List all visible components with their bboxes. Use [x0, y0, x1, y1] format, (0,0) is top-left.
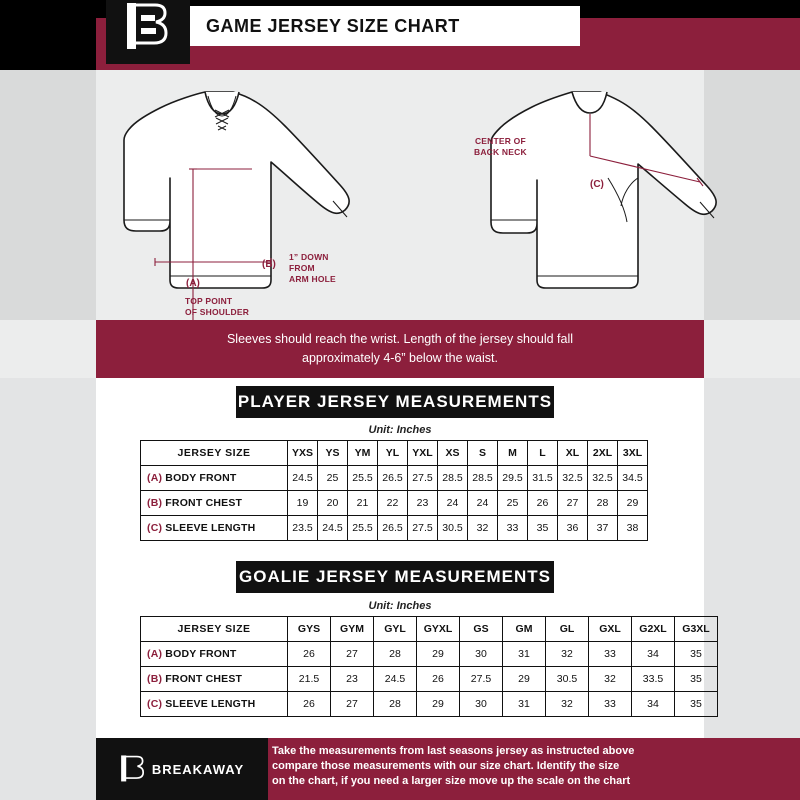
table-cell: 21: [348, 491, 378, 516]
column-header-size: G3XL: [675, 617, 718, 642]
row-label: (A) BODY FRONT: [141, 466, 288, 491]
table-cell: 34: [632, 692, 675, 717]
footer-left-gutter: [0, 738, 96, 800]
table-cell: 26.5: [378, 466, 408, 491]
table-cell: 34: [632, 642, 675, 667]
table-cell: 33.5: [632, 667, 675, 692]
column-header-size: M: [498, 441, 528, 466]
column-header-size: YS: [318, 441, 348, 466]
table-cell: 23.5: [288, 516, 318, 541]
table-cell: 28.5: [468, 466, 498, 491]
table-cell: 29: [417, 692, 460, 717]
table-cell: 32: [589, 667, 632, 692]
table-cell: 25: [498, 491, 528, 516]
table-cell: 29: [503, 667, 546, 692]
column-header-size: GYL: [374, 617, 417, 642]
table-cell: 26: [417, 667, 460, 692]
table-row: [141, 466, 648, 491]
footer-instructions: [272, 744, 692, 789]
column-header-size: GL: [546, 617, 589, 642]
table-row: [141, 642, 718, 667]
table-cell: 36: [558, 516, 588, 541]
row-label: (C) SLEEVE LENGTH: [141, 692, 288, 717]
column-header-size: YXL: [408, 441, 438, 466]
table-cell: 32.5: [588, 466, 618, 491]
column-header-size: XL: [558, 441, 588, 466]
table-cell: 30.5: [546, 667, 589, 692]
instruction-line-1: Sleeves should reach the wrist. Length of the jersey should fall: [226, 332, 574, 346]
instruction-line-2: approximately 4-6” below the waist.: [302, 351, 498, 365]
table-cell: 31: [503, 692, 546, 717]
column-header-jersey-size: JERSEY SIZE: [141, 441, 288, 466]
table-cell: 30: [460, 692, 503, 717]
column-header-size: YXS: [288, 441, 318, 466]
table-cell: 27.5: [460, 667, 503, 692]
table-cell: 30: [460, 642, 503, 667]
footer-line-3: on the chart, if you need a larger size move up the scale on the chart: [272, 775, 631, 787]
page-title-text: GAME JERSEY SIZE CHART: [206, 15, 460, 36]
table-cell: 27: [331, 642, 374, 667]
column-header-size: GYM: [331, 617, 374, 642]
row-tag: (C): [147, 698, 166, 710]
footer-line-2: compare those measurements with our size chart. Identify the size: [272, 760, 620, 772]
row-tag: (A): [147, 472, 166, 484]
table-cell: 27.5: [408, 466, 438, 491]
table-cell: 27: [558, 491, 588, 516]
table-row: [141, 491, 648, 516]
footer-brand: [96, 738, 268, 800]
table-cell: 24.5: [318, 516, 348, 541]
table-cell: 34.5: [618, 466, 648, 491]
table-cell: 29.5: [498, 466, 528, 491]
goalie-unit-label: Unit: Inches: [368, 600, 432, 612]
label-a: (A): [186, 278, 200, 289]
instruction-band: [96, 320, 704, 378]
table-cell: 32: [546, 642, 589, 667]
label-b: (B): [262, 259, 276, 270]
column-header-size: GYS: [288, 617, 331, 642]
column-header-size: XS: [438, 441, 468, 466]
column-header-size: S: [468, 441, 498, 466]
row-label: (A) BODY FRONT: [141, 642, 288, 667]
row-tag: (B): [147, 673, 166, 685]
column-header-size: YM: [348, 441, 378, 466]
label-c: (C): [590, 179, 604, 190]
column-header-size: YL: [378, 441, 408, 466]
table-cell: 35: [675, 642, 718, 667]
table-cell: 28: [588, 491, 618, 516]
table-cell: 19: [288, 491, 318, 516]
goalie-section-title-text: GOALIE JERSEY MEASUREMENTS: [239, 567, 551, 586]
brand-logo: [106, 0, 190, 64]
table-cell: 28: [374, 642, 417, 667]
column-header-size: L: [528, 441, 558, 466]
table-cell: 24: [438, 491, 468, 516]
table-cell: 38: [618, 516, 648, 541]
table-cell: 26: [288, 692, 331, 717]
table-cell: 27.5: [408, 516, 438, 541]
table-cell: 24.5: [288, 466, 318, 491]
table-cell: 30.5: [438, 516, 468, 541]
table-cell: 33: [589, 692, 632, 717]
jersey-illustration-panel: [0, 70, 800, 320]
table-cell: 25.5: [348, 516, 378, 541]
row-label: (B) FRONT CHEST: [141, 667, 288, 692]
player-section-title-text: PLAYER JERSEY MEASUREMENTS: [237, 392, 553, 411]
table-cell: 25.5: [348, 466, 378, 491]
table-header-row: [141, 617, 718, 642]
table-cell: 29: [417, 642, 460, 667]
table-cell: 20: [318, 491, 348, 516]
row-label: (C) SLEEVE LENGTH: [141, 516, 288, 541]
table-cell: 33: [589, 642, 632, 667]
table-cell: 32: [546, 692, 589, 717]
column-header-size: G2XL: [632, 617, 675, 642]
table-cell: 35: [528, 516, 558, 541]
table-cell: 32.5: [558, 466, 588, 491]
table-cell: 29: [618, 491, 648, 516]
table-cell: 24.5: [374, 667, 417, 692]
table-cell: 28.5: [438, 466, 468, 491]
page-title: [190, 6, 580, 46]
table-cell: 31.5: [528, 466, 558, 491]
table-cell: 26: [288, 642, 331, 667]
table-cell: 37: [588, 516, 618, 541]
table-header-row: [141, 441, 648, 466]
table-cell: 24: [468, 491, 498, 516]
table-cell: 23: [331, 667, 374, 692]
table-cell: 22: [378, 491, 408, 516]
row-tag: (C): [147, 522, 166, 534]
column-header-size: 3XL: [618, 441, 648, 466]
table-row: [141, 516, 648, 541]
table-cell: 32: [468, 516, 498, 541]
row-label: (B) FRONT CHEST: [141, 491, 288, 516]
column-header-size: GXL: [589, 617, 632, 642]
column-header-size: 2XL: [588, 441, 618, 466]
band-right-gutter: [704, 320, 800, 378]
column-header-size: GYXL: [417, 617, 460, 642]
row-tag: (B): [147, 497, 166, 509]
player-unit-label: Unit: Inches: [368, 424, 432, 436]
table-cell: 26: [528, 491, 558, 516]
table-cell: 35: [675, 692, 718, 717]
header-left-block: [0, 18, 96, 70]
footer-line-1: Take the measurements from last seasons jersey as instructed above: [272, 745, 635, 757]
note-center-back-neck: CENTER OF BACK NECK: [474, 136, 527, 157]
table-cell: 21.5: [288, 667, 331, 692]
table-cell: 35: [675, 667, 718, 692]
table-cell: 33: [498, 516, 528, 541]
table-row: [141, 692, 718, 717]
table-cell: 26.5: [378, 516, 408, 541]
table-cell: 27: [331, 692, 374, 717]
note-arm-hole: 1” DOWN FROM ARM HOLE: [289, 252, 336, 284]
band-left-gutter: [0, 320, 96, 378]
column-header-size: GM: [503, 617, 546, 642]
footer-brand-name: BREAKAWAY: [151, 761, 245, 777]
table-cell: 23: [408, 491, 438, 516]
jersey-drawings: [0, 70, 800, 320]
table-row: [141, 667, 718, 692]
player-section-title: [236, 386, 554, 418]
column-header-jersey-size: JERSEY SIZE: [141, 617, 288, 642]
table-cell: 25: [318, 466, 348, 491]
table-cell: 31: [503, 642, 546, 667]
player-measurements-table: [140, 440, 648, 541]
goalie-section-title: [236, 561, 554, 593]
row-tag: (A): [147, 648, 166, 660]
column-header-size: GS: [460, 617, 503, 642]
note-top-point-shoulder: TOP POINT OF SHOULDER: [185, 296, 250, 317]
brand-logo-icon: [120, 752, 146, 786]
goalie-measurements-table: [140, 616, 718, 717]
table-cell: 28: [374, 692, 417, 717]
